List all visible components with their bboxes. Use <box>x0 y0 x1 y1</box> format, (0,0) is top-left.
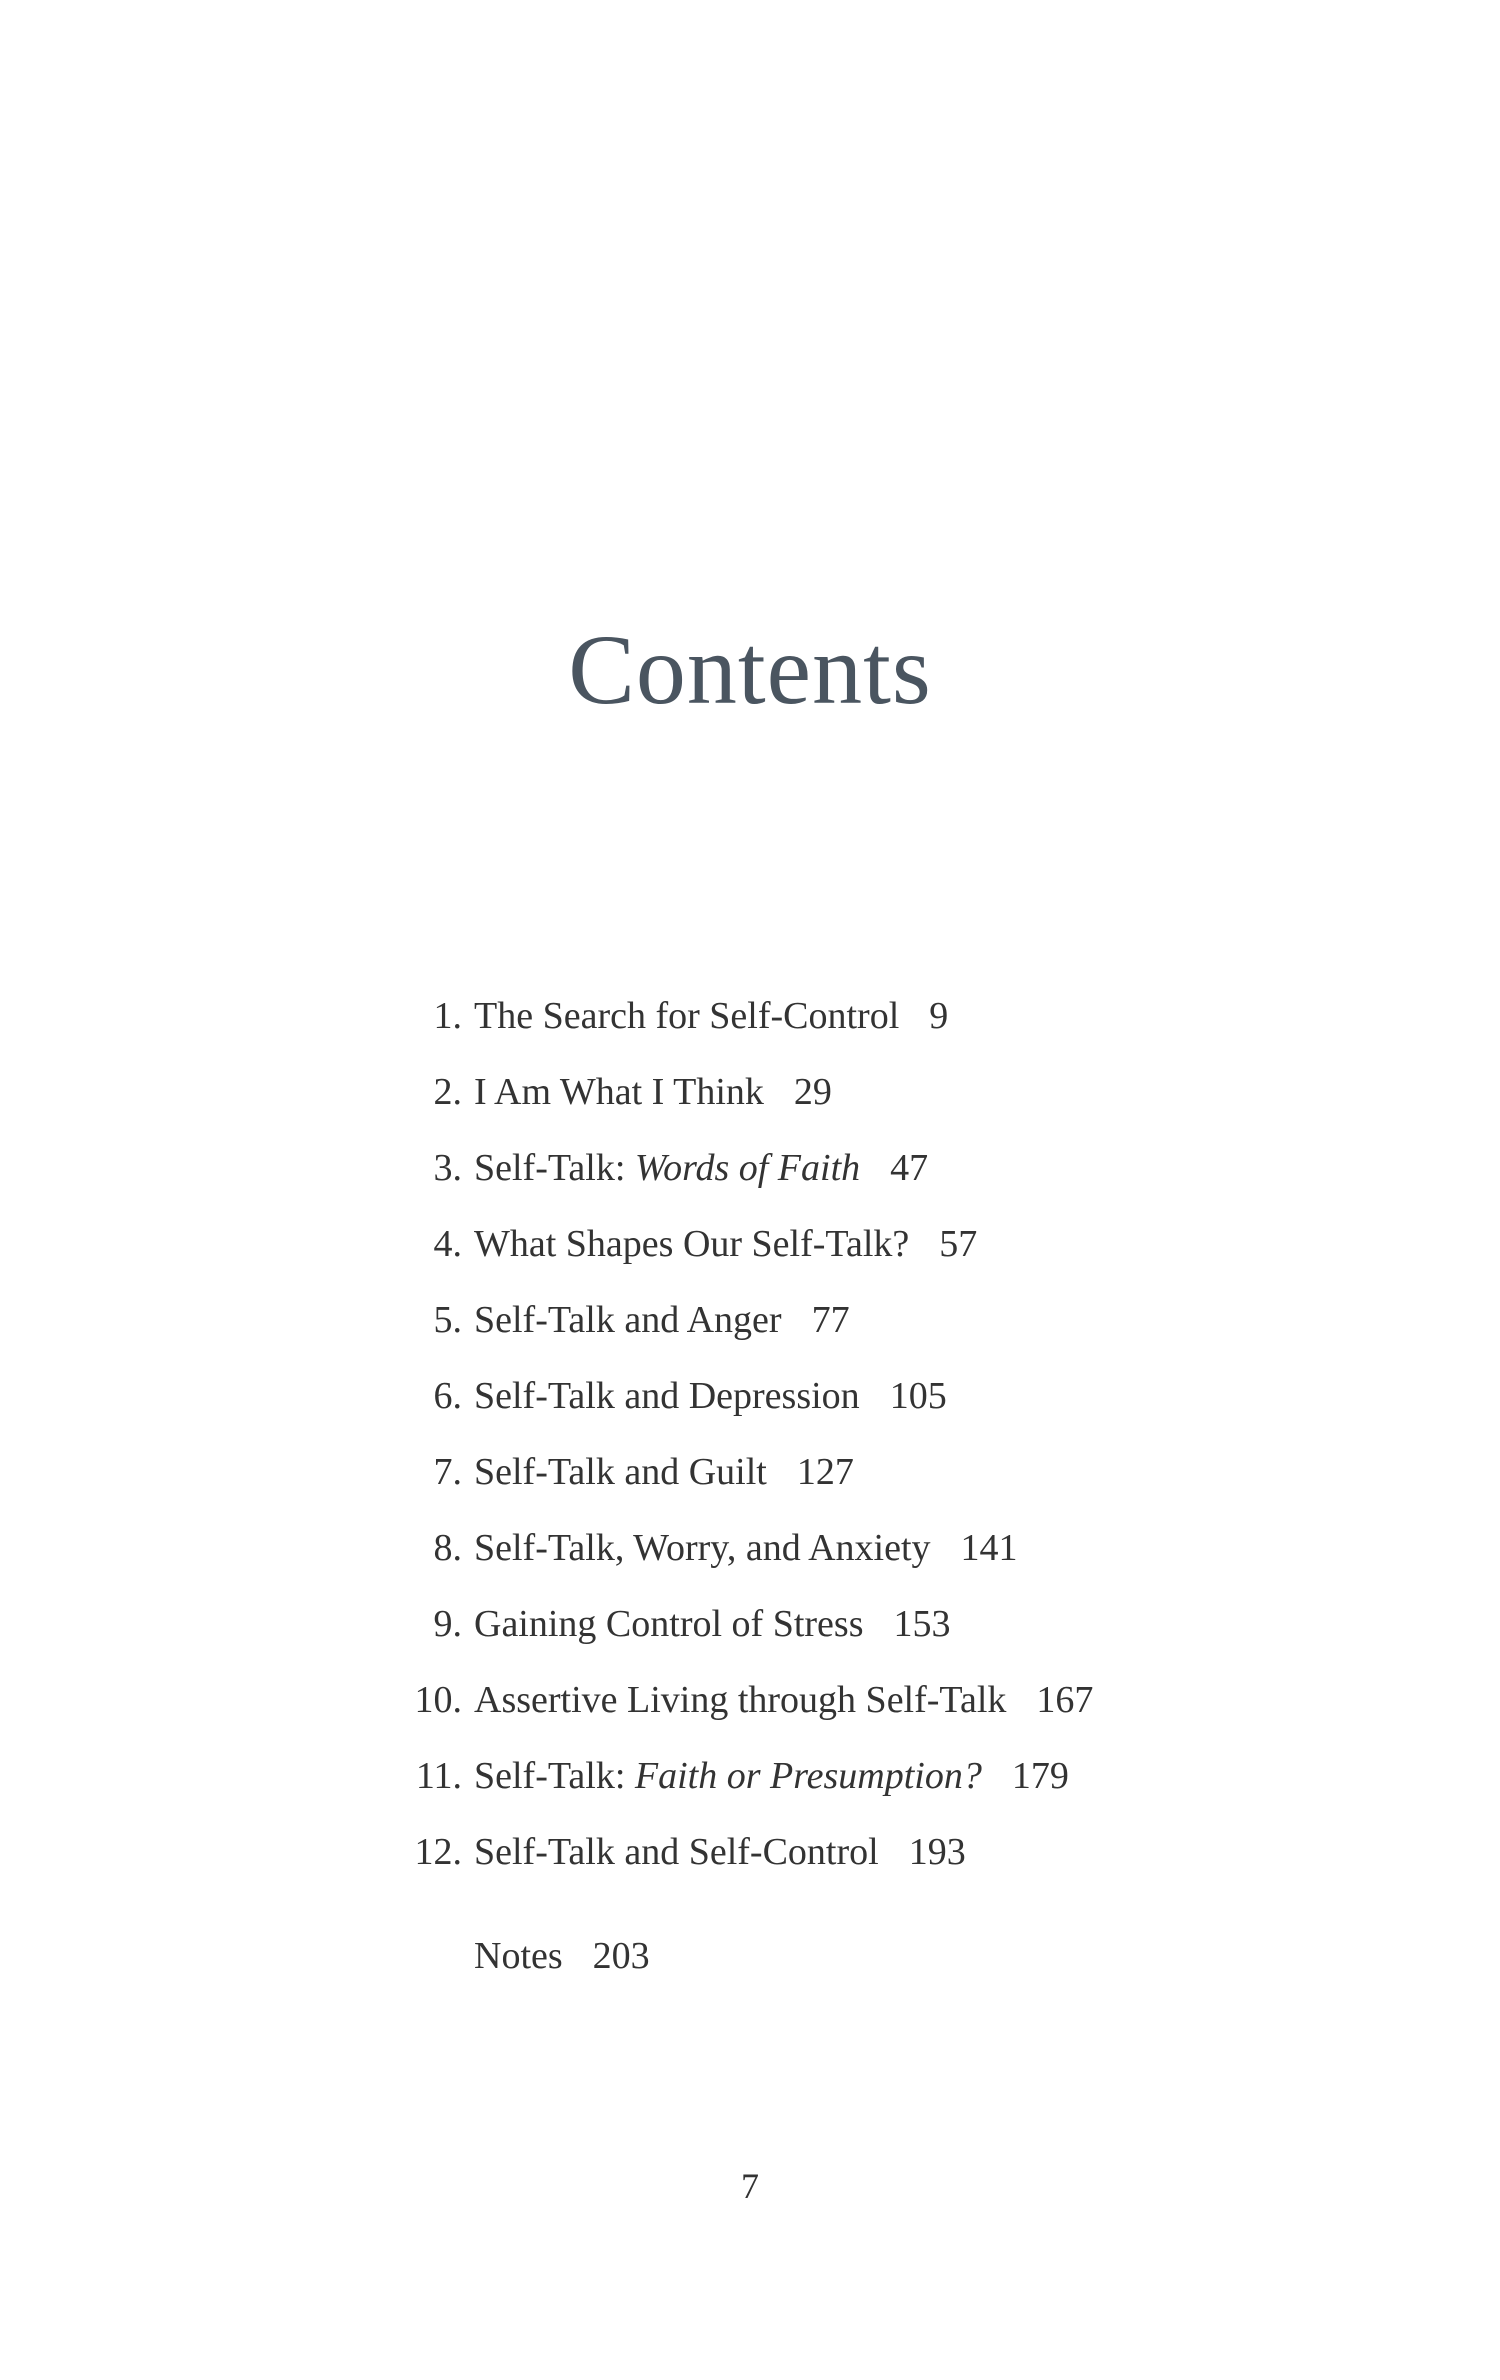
toc-entry-8 <box>380 1522 1280 1598</box>
toc-entry-page: 127 <box>796 1451 854 1493</box>
toc-entry-page: 57 <box>939 1223 978 1265</box>
toc-entry-12 <box>380 1826 1280 1902</box>
toc-entry-number: 3. <box>433 1147 462 1189</box>
page-title: Contents <box>568 614 932 725</box>
toc-entry-title: The Search for Self-Control <box>474 995 900 1037</box>
toc-entry-title: Gaining Control of Stress <box>474 1603 864 1645</box>
toc-entry-number: 10. <box>414 1679 462 1721</box>
toc-entry-title: I Am What I Think <box>474 1071 764 1113</box>
toc-entry-page: 193 <box>908 1831 966 1873</box>
toc-entry-page: 9 <box>929 995 949 1037</box>
toc-entry-number: 6. <box>433 1375 462 1417</box>
toc-entry-page: 179 <box>1011 1755 1069 1797</box>
toc-entry-number: 4. <box>433 1223 462 1265</box>
toc-entry-title: Self-Talk: Words of Faith <box>474 1147 861 1189</box>
toc-entry-11 <box>380 1750 1280 1826</box>
toc-entry-number: 1. <box>433 995 462 1037</box>
toc-entry-10 <box>380 1674 1280 1750</box>
toc-notes-title: Notes <box>474 1935 563 1977</box>
toc-entry-title: Self-Talk and Anger <box>474 1299 782 1341</box>
toc-entry-title: Self-Talk and Guilt <box>474 1451 767 1493</box>
toc-entry-page: 47 <box>890 1147 929 1189</box>
toc-entry-2 <box>380 1066 1280 1142</box>
toc-entry-page: 167 <box>1036 1679 1094 1721</box>
toc-entry-number: 11. <box>415 1755 462 1797</box>
toc-entry-4 <box>380 1218 1280 1294</box>
toc-entry-7 <box>380 1446 1280 1522</box>
table-of-contents <box>380 990 1280 1902</box>
toc-entry-title: Self-Talk and Depression <box>474 1375 860 1417</box>
toc-entry-title: What Shapes Our Self-Talk? <box>474 1223 910 1265</box>
toc-entry-page: 29 <box>793 1071 832 1113</box>
toc-entry-number: 9. <box>433 1603 462 1645</box>
toc-entry-6 <box>380 1370 1280 1446</box>
toc-entry-page: 153 <box>893 1603 951 1645</box>
toc-entry-number: 5. <box>433 1299 462 1341</box>
toc-entry-9 <box>380 1598 1280 1674</box>
toc-entry-number: 2. <box>433 1071 462 1113</box>
toc-entry-3 <box>380 1142 1280 1218</box>
toc-notes-entry <box>474 1930 650 1982</box>
toc-entry-title: Self-Talk and Self-Control <box>474 1831 879 1873</box>
toc-entry-number: 7. <box>433 1451 462 1493</box>
toc-entry-title: Assertive Living through Self-Talk <box>474 1679 1007 1721</box>
toc-entry-page: 141 <box>960 1527 1018 1569</box>
toc-notes-page: 203 <box>592 1935 650 1977</box>
toc-entry-title: Self-Talk, Worry, and Anxiety <box>474 1527 931 1569</box>
toc-entry-5 <box>380 1294 1280 1370</box>
toc-entry-number: 8. <box>433 1527 462 1569</box>
toc-entry-page: 77 <box>811 1299 850 1341</box>
page-number: 7 <box>741 2166 759 2206</box>
toc-entry-page: 105 <box>889 1375 947 1417</box>
toc-entry-title: Self-Talk: Faith or Presumption? <box>474 1755 982 1797</box>
toc-entry-number: 12. <box>414 1831 462 1873</box>
toc-entry-1 <box>380 990 1280 1066</box>
